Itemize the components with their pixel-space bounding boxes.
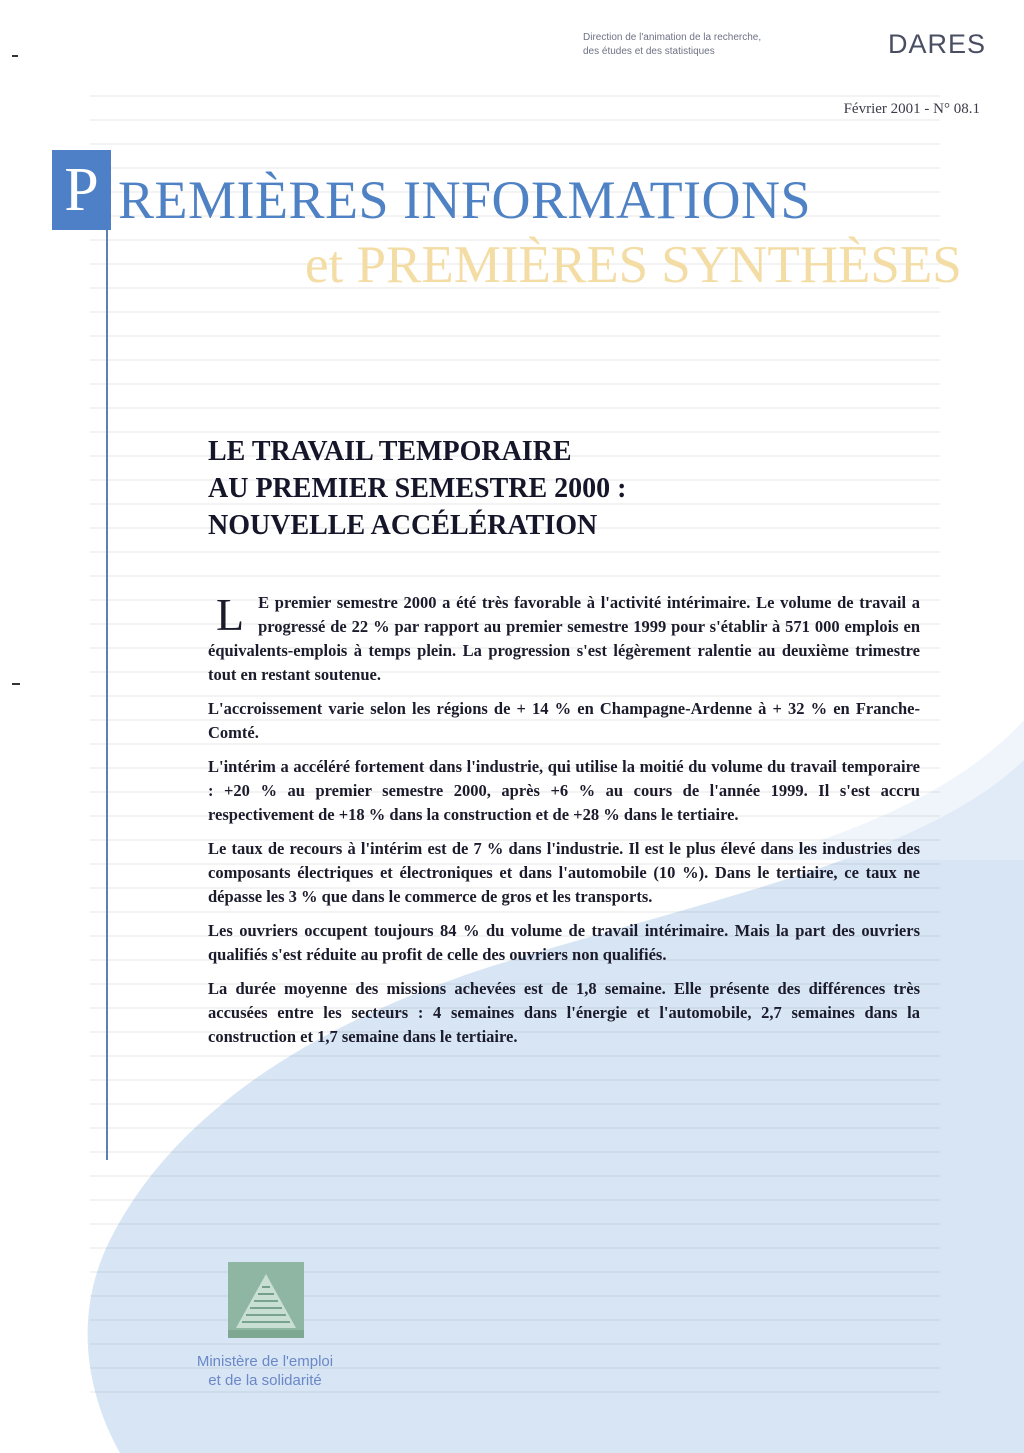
ministry-name (170, 1352, 360, 1390)
left-vertical-rule (106, 150, 108, 1160)
drop-cap: L (216, 589, 245, 640)
article-body (208, 591, 920, 1059)
ministry-logo-icon (228, 1262, 304, 1338)
body-paragraph: La durée moyenne des missions achevées est de 1,8 semaine. Elle présente des différences très accusées entre les secteurs : 4 semaines dans l'énergie et l'automobile, 2,7 semaines dans la construction et 1,7 semaine dans le tertiaire. (208, 979, 920, 1046)
headline-line: AU PREMIER SEMESTRE 2000 : (208, 473, 627, 504)
issue-date-number: Février 2001 - N° 08.1 (843, 101, 980, 117)
ministry-line-2: et de la solidarité (208, 1372, 322, 1389)
scan-mark (12, 55, 18, 57)
publisher-line-2: des études et des statistiques (583, 46, 715, 57)
publisher-directorate (583, 31, 833, 59)
article-headline (208, 433, 828, 544)
body-paragraph: L'intérim a accéléré fortement dans l'industrie, qui utilise la moitié du volume du travail temporaire : +20 % au premier semestre 2000, après +6 % au cours de l'année 1999. Il s'est accru respectivement de +18 % dans la construction et de +28 % dans le tertiaire. (208, 757, 920, 824)
body-paragraph: Les ouvriers occupent toujours 84 % du volume de travail intérimaire. Mais la part des ouvriers qualifiés s'est réduite au profit de celle des ouvriers non qualifiés. (208, 921, 920, 964)
lead-paragraph (208, 591, 920, 687)
masthead-subtitle: et PREMIÈRES SYNTHÈSES (305, 236, 962, 294)
masthead-title: REMIÈRES INFORMATIONS (118, 170, 812, 230)
body-paragraph: L'accroissement varie selon les régions de + 14 % en Champagne-Ardenne à + 32 % en Franche-Comté. (208, 699, 920, 742)
headline-line: NOUVELLE ACCÉLÉRATION (208, 510, 598, 541)
headline-line: LE TRAVAIL TEMPORAIRE (208, 436, 572, 467)
ministry-line-1: Ministère de l'emploi (196, 1353, 334, 1370)
publisher-brand: DARES (888, 29, 987, 59)
lead-text: E premier semestre 2000 a été très favorable à l'activité intérimaire. Le volume de travail a progressé de 22 % par rapport au premier semestre 1999 pour s'établir à 571 000 emplois en équivalents-emplois à temps plein. La progression s'est légèrement ralentie au deuxième trimestre tout en restant soutenue. (208, 593, 920, 684)
publisher-line-1: Direction de l'animation de la recherche, (583, 32, 762, 43)
masthead-initial-block: P (52, 150, 111, 230)
scan-mark (12, 683, 20, 685)
body-paragraph: Le taux de recours à l'intérim est de 7 % dans l'industrie. Il est le plus élevé dans les industries des composants électriques et électroniques et dans l'automobile (10 %). Dans le tertiaire, ce taux ne dépasse les 3 % que dans le commerce de gros et les transports. (208, 839, 920, 906)
